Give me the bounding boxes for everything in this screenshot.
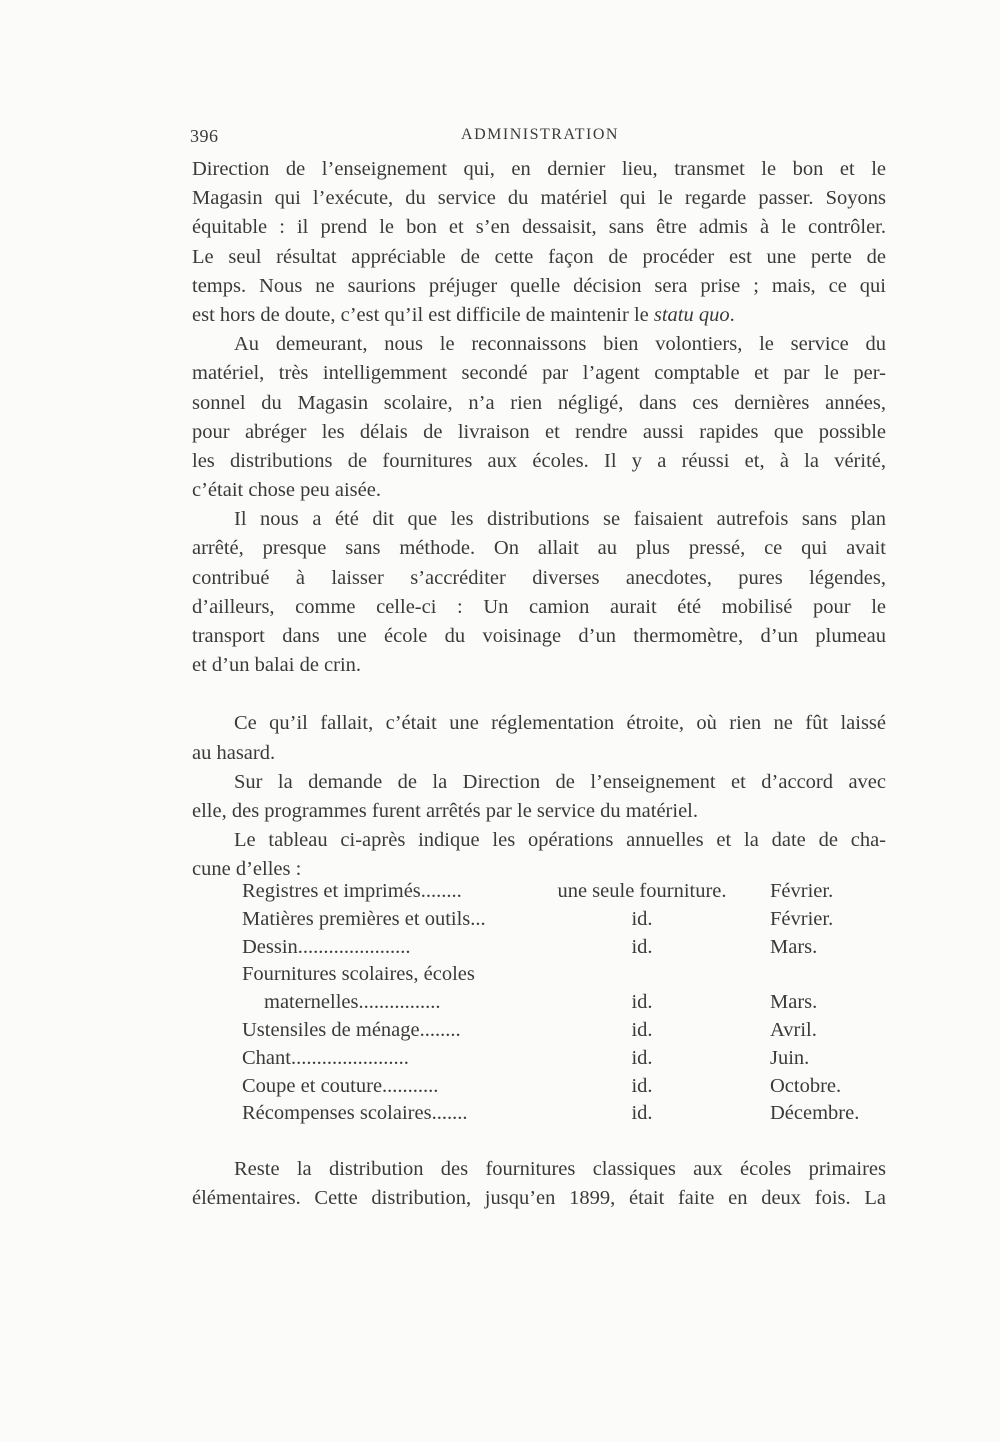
text-line: Direction de l’enseignement qui, en dernier lieu, transmet le bon et le [192,158,886,180]
schedule-month: Février. [770,907,834,930]
schedule-row [242,1047,882,1075]
schedule-row [242,908,882,936]
schedule-item: Fournitures scolaires, écoles [242,963,475,986]
schedule-item: Dessin...................... [242,935,411,958]
schedule-item: maternelles................ [264,991,441,1014]
schedule-provision: id. [631,1018,653,1041]
page-number: 396 [190,126,219,146]
text-line: contribué à laisser s’accréditer diverses anecdotes, pures légendes, [192,566,886,589]
schedule-item: Ustensiles de ménage........ [242,1018,461,1041]
paragraph-2 [192,330,886,505]
schedule-item: Coupe et couture........... [242,1074,439,1097]
paragraph-1 [192,155,886,330]
schedule-provision: id. [631,991,653,1014]
schedule-month: Mars. [770,935,818,958]
schedule-item: Matières premières et outils... [242,907,486,930]
text-line: Ce qu’il fallait, c’était une réglementation étroite, où rien ne fût laissé [234,712,886,735]
closing-paragraph [192,1155,886,1213]
text-line: équitable : il prend le bon et s’en dessaisit, sans être admis à le contrôler. [192,216,886,239]
text-segment: est hors de doute, c’est qu’il est difficile de maintenir le [192,303,654,326]
schedule-row [242,1102,882,1130]
text-line: les distributions de fournitures aux écoles. Il y a réussi et, à la vérité, [192,449,886,472]
text-line [192,301,886,330]
text-line: Il nous a été dit que les distributions se faisaient autrefois sans plan [234,508,886,531]
schedule-row [242,936,882,964]
text-line: matériel, très intelligemment secondé par l’agent comptable et par le per- [192,362,886,385]
text-line: cune d’elles : [192,858,302,881]
schedule-provision: id. [631,1074,653,1097]
text-line: elle, des programmes furent arrêtés par le service du matériel. [192,799,699,822]
text-line: Le seul résultat appréciable de cette façon de procéder est une perte de [192,245,886,268]
text-line: Le tableau ci-après indique les opérations annuelles et la date de cha- [234,829,886,852]
section-gap [192,680,886,709]
schedule-month: Juin. [770,1046,810,1069]
text-line: c’était chose peu aisée. [192,479,381,502]
text-line: pour abréger les délais de livraison et rendre aussi rapides que possible [192,420,886,443]
schedule-row [242,963,882,991]
text-line: transport dans une école du voisinage d’un thermomètre, d’un plumeau [192,625,886,647]
schedule-provision: id. [631,1102,653,1125]
text-segment: . [729,303,735,326]
italic-phrase: statu quo [653,303,730,326]
schedule-row [242,991,882,1019]
distribution-schedule-table [242,880,882,1130]
schedule-row [242,1075,882,1103]
text-line: au hasard. [192,741,276,764]
schedule-month: Avril. [770,1018,817,1041]
text-line: et d’un balai de crin. [192,654,362,677]
schedule-item: Chant....................... [242,1046,409,1069]
schedule-month: Octobre. [770,1074,842,1097]
paragraph-4 [192,709,886,767]
text-line: temps. Nous ne saurions préjuger quelle décision sera prise ; mais, ce qui [192,274,886,297]
schedule-provision: id. [631,1046,653,1069]
text-line: sonnel du Magasin scolaire, n’a rien négligé, dans ces dernières années, [192,391,886,414]
paragraph-5 [192,768,886,826]
schedule-provision: id. [631,907,653,930]
page-header [190,126,890,150]
text-line: d’ailleurs, comme celle-ci : Un camion aurait été mobilisé pour le [192,595,886,618]
schedule-item: Récompenses scolaires....... [242,1102,468,1125]
schedule-item: Registres et imprimés........ [242,880,462,902]
schedule-provision: id. [631,935,653,958]
schedule-month: Février. [770,880,834,902]
text-line: Sur la demande de la Direction de l’enseignement et d’accord avec [234,770,886,793]
body-text [192,155,886,885]
schedule-row [242,1019,882,1047]
paragraph-6 [192,826,886,884]
schedule-month: Mars. [770,991,818,1014]
schedule-row [242,880,882,908]
schedule-month: Décembre. [770,1102,860,1125]
running-title: ADMINISTRATION [461,126,619,143]
paragraph-3 [192,505,886,680]
text-line: arrêté, presque sans méthode. On allait au plus pressé, ce qui avait [192,537,886,560]
text-line: Magasin qui l’exécute, du service du matériel qui le regarde passer. Soyons [192,187,886,210]
text-line: Au demeurant, nous le reconnaissons bien volontiers, le service du [234,333,886,356]
schedule-provision: une seule fourniture. [557,880,727,902]
text-line: élémentaires. Cette distribution, jusqu’en 1899, était faite en deux fois. La [192,1187,886,1210]
text-line: Reste la distribution des fournitures classiques aux écoles primaires [234,1158,886,1180]
